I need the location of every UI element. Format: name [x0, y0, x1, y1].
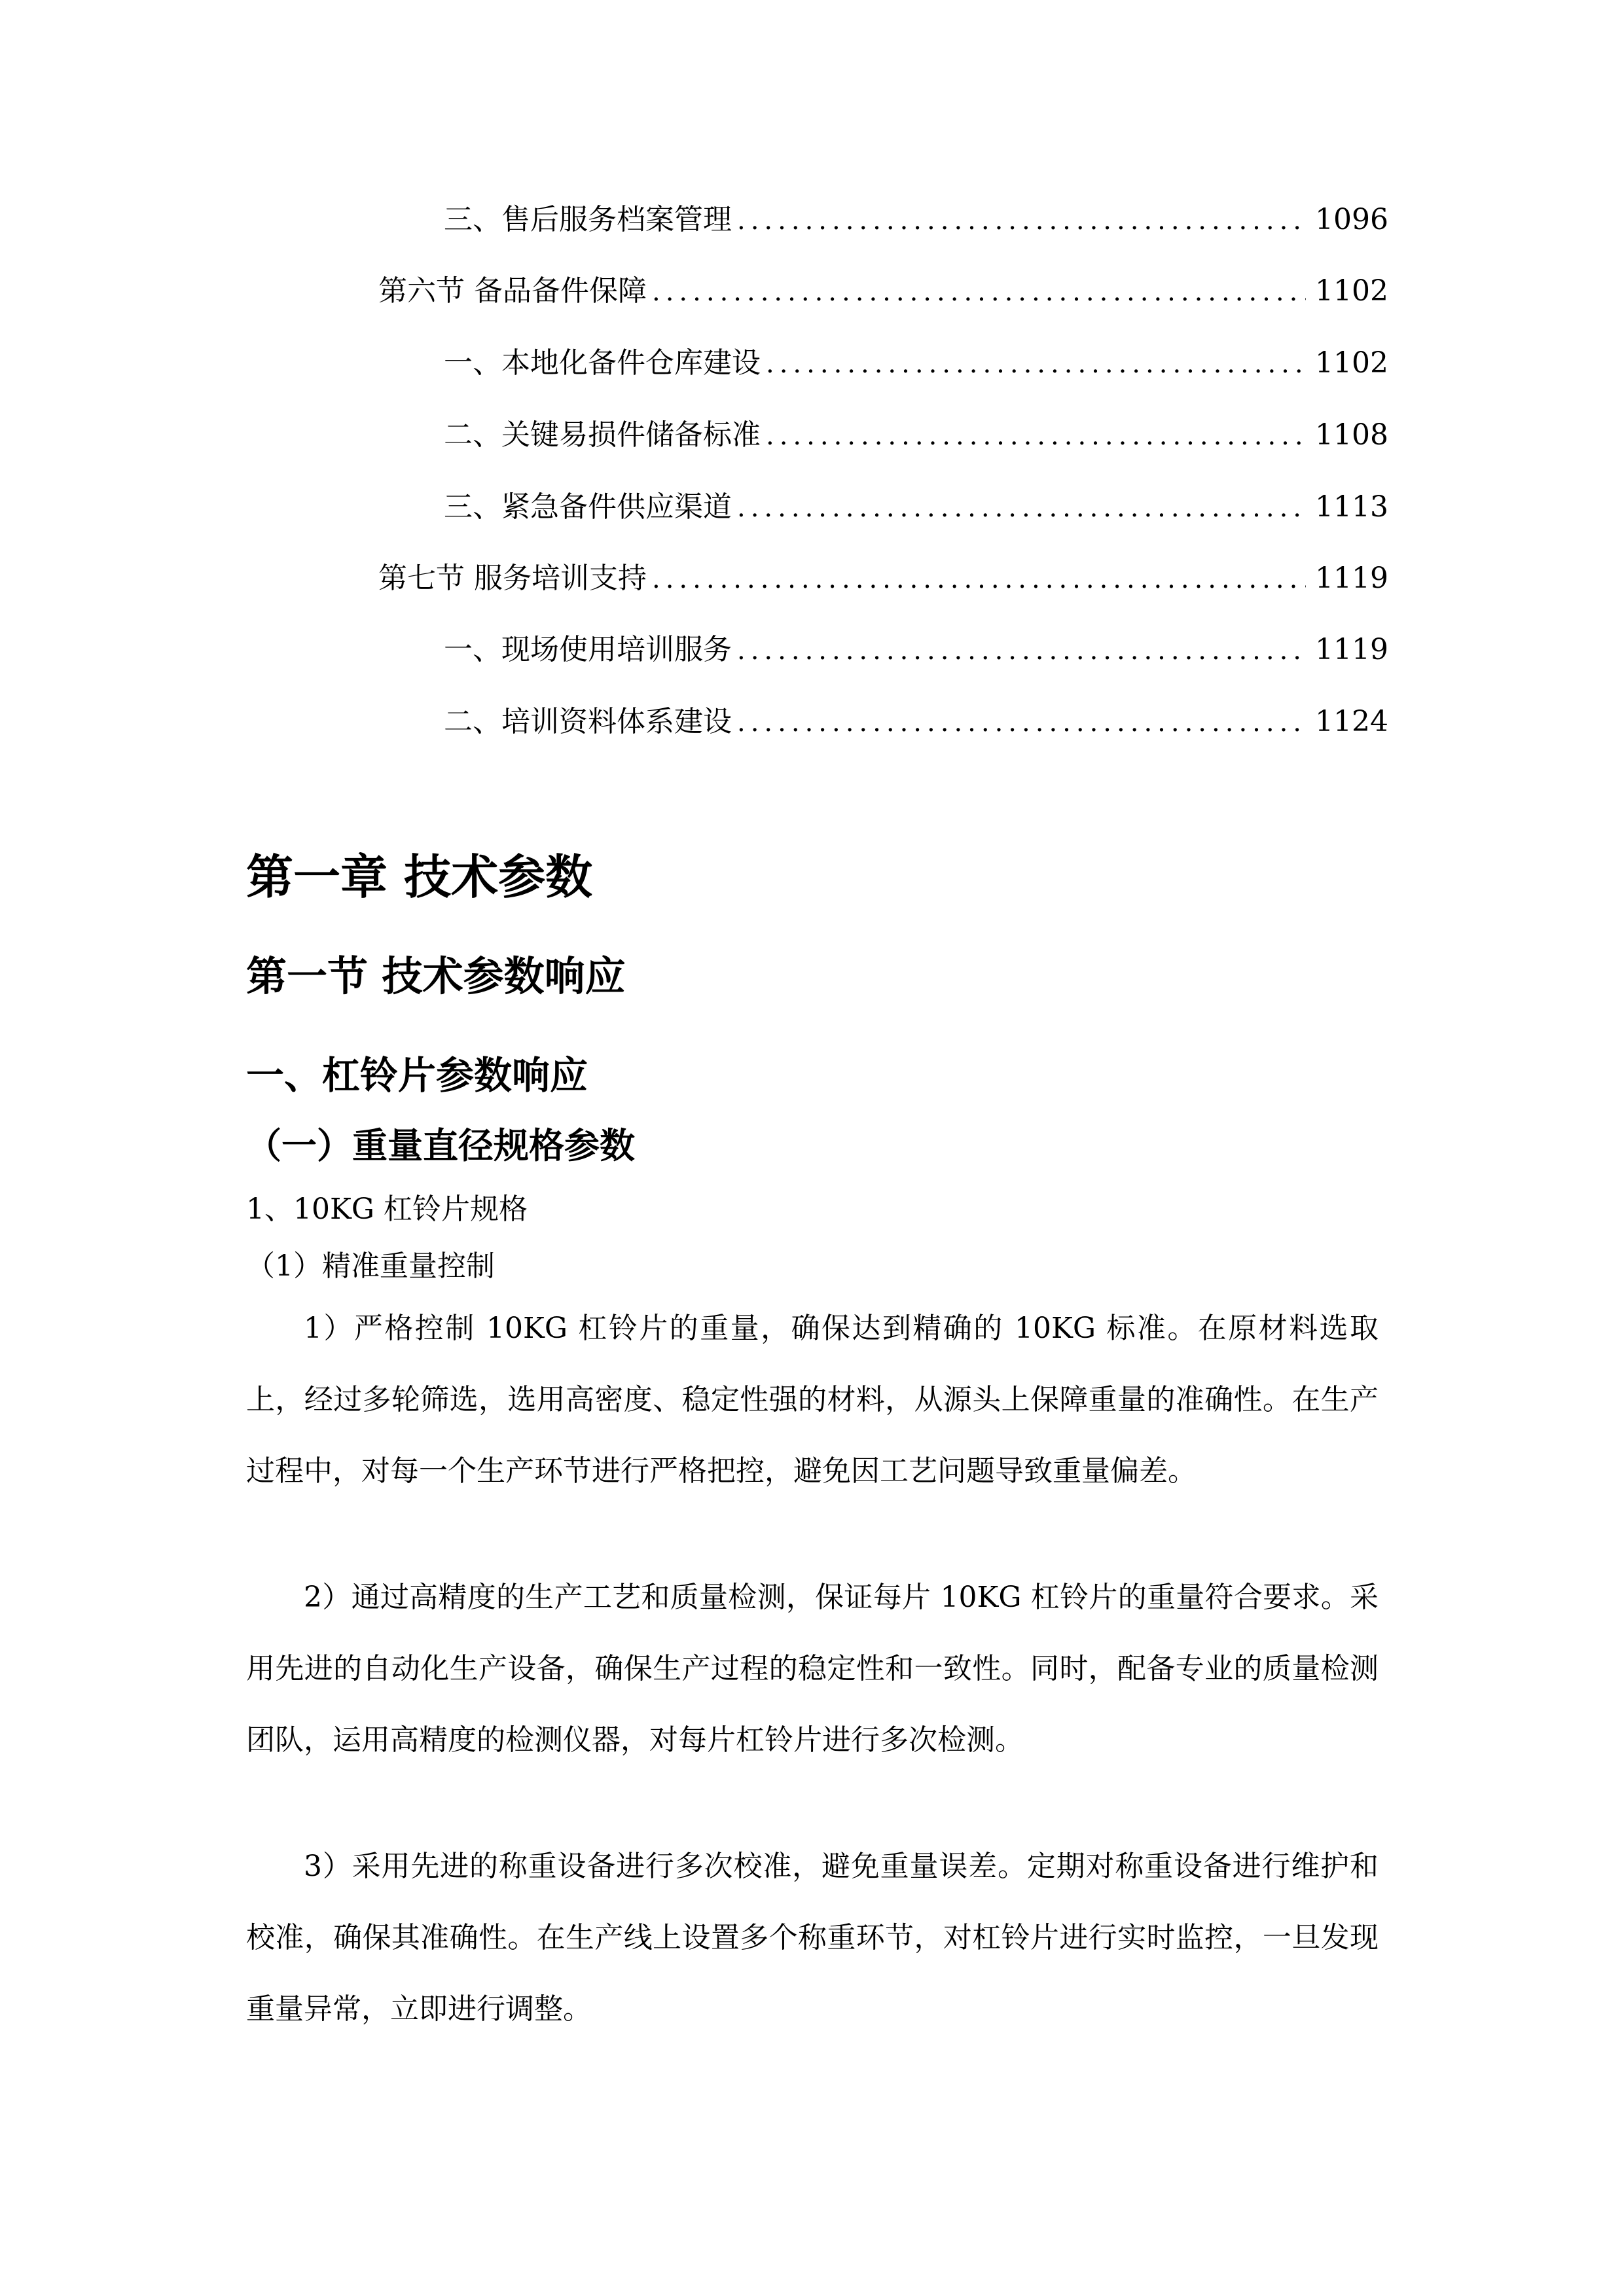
toc-entry-number: 一、 — [444, 346, 501, 380]
toc-entry-title: 售后服务档案管理 — [501, 203, 732, 236]
toc-entry-page: 1119 — [1315, 633, 1388, 666]
toc-entry-title: 培训资料体系建设 — [501, 705, 732, 738]
toc-leader-dots — [652, 556, 1306, 602]
toc-entry[interactable] — [444, 340, 1388, 386]
section-title: 第一节 技术参数响应 — [246, 952, 626, 1000]
chapter-title: 第一章 技术参数 — [246, 850, 593, 905]
toc-entry-number: 三、 — [444, 203, 501, 236]
subitem-title: （一）重量直径规格参数 — [246, 1124, 635, 1166]
body-paragraph: 3）采用先进的称重设备进行多次校准，避免重量误差。定期对称重设备进行维护和校准，确保其准确性。在生产线上设置多个称重环节，对杠铃片进行实时监控，一旦发现重量异常，立即进行调整。 — [246, 1850, 1379, 2026]
toc-leader-dots — [737, 198, 1306, 243]
toc-entry[interactable] — [378, 556, 1388, 601]
toc-entry-page: 1108 — [1315, 418, 1388, 452]
toc-entry-page: 1102 — [1315, 346, 1388, 380]
toc-entry-title: 现场使用培训服务 — [501, 633, 732, 666]
item-title: 一、杠铃片参数响应 — [246, 1053, 588, 1098]
body-paragraph: 2）通过高精度的生产工艺和质量检测，保证每片 10KG 杠铃片的重量符合要求。采用先进的自动化生产设备，确保生产过程的稳定性和一致性。同时，配备专业的质量检测团队，运用高精度的检测仪器，对每片杠铃片进行多次检测。 — [246, 1581, 1379, 1757]
toc-entry-number: 二、 — [444, 705, 501, 738]
toc-entry[interactable] — [444, 412, 1388, 458]
toc-leader-dots — [737, 700, 1306, 745]
toc-leader-dots — [766, 341, 1306, 387]
toc-entry-page: 1124 — [1315, 705, 1388, 738]
toc-entry-number: 三、 — [444, 490, 501, 524]
toc-entry-page: 1102 — [1315, 274, 1388, 308]
toc-entry[interactable] — [444, 197, 1388, 243]
spec-subtitle: （1）精准重量控制 — [246, 1249, 495, 1283]
toc-leader-dots — [766, 413, 1306, 459]
body-paragraph: 1）严格控制 10KG 杠铃片的重量，确保达到精确的 10KG 标准。在原材料选取上，经过多轮筛选，选用高密度、稳定性强的材料，从源头上保障重量的准确性。在生产过程中，对每一个生产环节进行严格把控，避免因工艺问题导致重量偏差。 — [246, 1312, 1379, 1488]
toc-entry[interactable] — [444, 699, 1388, 745]
toc-entry[interactable] — [444, 627, 1388, 673]
toc-entry-number: 二、 — [444, 418, 501, 452]
toc-entry-title: 第六节 备品备件保障 — [378, 274, 647, 308]
toc-entry-title: 本地化备件仓库建设 — [501, 346, 761, 380]
toc-entry-title: 关键易损件储备标准 — [501, 418, 761, 452]
toc-entry-page: 1119 — [1315, 562, 1388, 595]
toc-entry-page: 1096 — [1315, 203, 1388, 236]
toc-entry-page: 1113 — [1315, 490, 1388, 524]
toc-leader-dots — [737, 628, 1306, 673]
toc-entry-title: 紧急备件供应渠道 — [501, 490, 732, 524]
toc-entry-title: 第七节 服务培训支持 — [378, 562, 647, 595]
toc-entry-number: 一、 — [444, 633, 501, 666]
toc-leader-dots — [737, 485, 1306, 531]
toc-entry[interactable] — [378, 268, 1388, 314]
toc-entry[interactable] — [444, 484, 1388, 530]
spec-title: 1、10KG 杠铃片规格 — [246, 1193, 528, 1226]
toc-leader-dots — [652, 269, 1306, 315]
